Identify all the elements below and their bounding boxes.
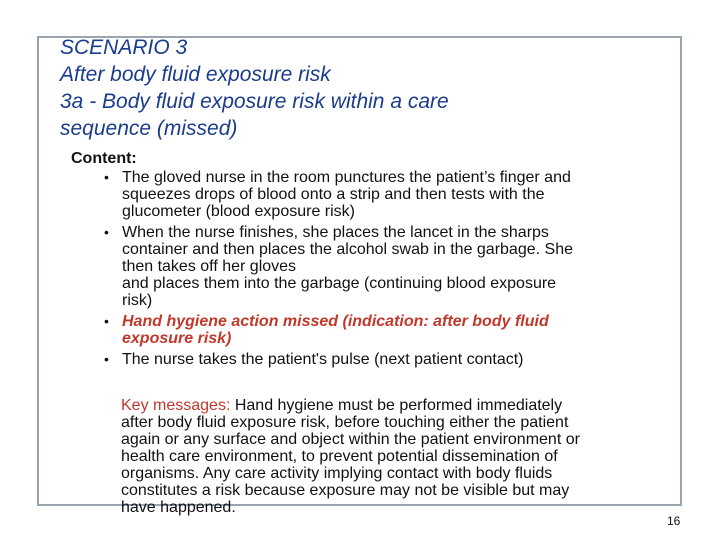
title-line: 3a - Body fluid exposure risk within a care	[60, 90, 449, 113]
bullet-line: The nurse takes the patient's pulse (next patient contact)	[122, 351, 524, 368]
key-messages-line: again or any surface and object within the patient environment or	[121, 431, 580, 448]
bullet-line: squeezes drops of blood onto a strip and then tests with the	[122, 186, 545, 203]
bullet-line: container and then places the alcohol swab in the garbage. She	[122, 241, 573, 258]
content-label: Content:	[71, 150, 137, 167]
bullet-line: Hand hygiene action missed (indication: after body fluid	[122, 313, 549, 330]
key-messages-label: Key messages:	[121, 397, 231, 414]
key-messages-line: organisms. Any care activity implying contact with body fluids	[121, 465, 553, 482]
key-messages-line: after body fluid exposure risk, before touching either the patient	[121, 414, 569, 431]
key-messages-first-line	[121, 397, 656, 414]
bullet-dot: •	[104, 351, 109, 367]
bullet-dot: •	[104, 224, 109, 240]
bullet-line: When the nurse finishes, she places the lancet in the sharps	[122, 224, 549, 241]
bullet-item-missed	[71, 313, 661, 347]
bullet-dot: •	[104, 169, 109, 185]
title-line: sequence (missed)	[60, 117, 238, 140]
bullet-item	[71, 169, 661, 220]
bullet-line: The gloved nurse in the room punctures the patient’s finger and	[122, 169, 571, 186]
bullet-line: and places them into the garbage (continuing blood exposure	[122, 275, 557, 292]
key-messages-line: Hand hygiene must be performed immediately	[230, 397, 563, 414]
bullet-dot: •	[104, 313, 109, 329]
bullet-list	[71, 169, 661, 368]
slide-title	[60, 34, 580, 142]
bullet-line: glucometer (blood exposure risk)	[122, 203, 355, 220]
bullet-line: then takes off her gloves	[122, 258, 297, 275]
title-line: After body fluid exposure risk	[60, 63, 331, 86]
key-messages	[121, 397, 656, 516]
bullet-line: exposure risk)	[122, 330, 232, 347]
content-section	[71, 150, 661, 372]
key-messages-line: health care environment, to prevent potential dissemination of	[121, 448, 558, 465]
bullet-line: risk)	[122, 292, 153, 309]
page-number: 16	[667, 514, 681, 528]
key-messages-line: constitutes a risk because exposure may not be visible but may	[121, 482, 570, 499]
title-line: SCENARIO 3	[60, 36, 188, 59]
bullet-item	[71, 224, 661, 309]
bullet-item	[71, 351, 661, 368]
key-messages-line: have happened.	[121, 499, 236, 516]
